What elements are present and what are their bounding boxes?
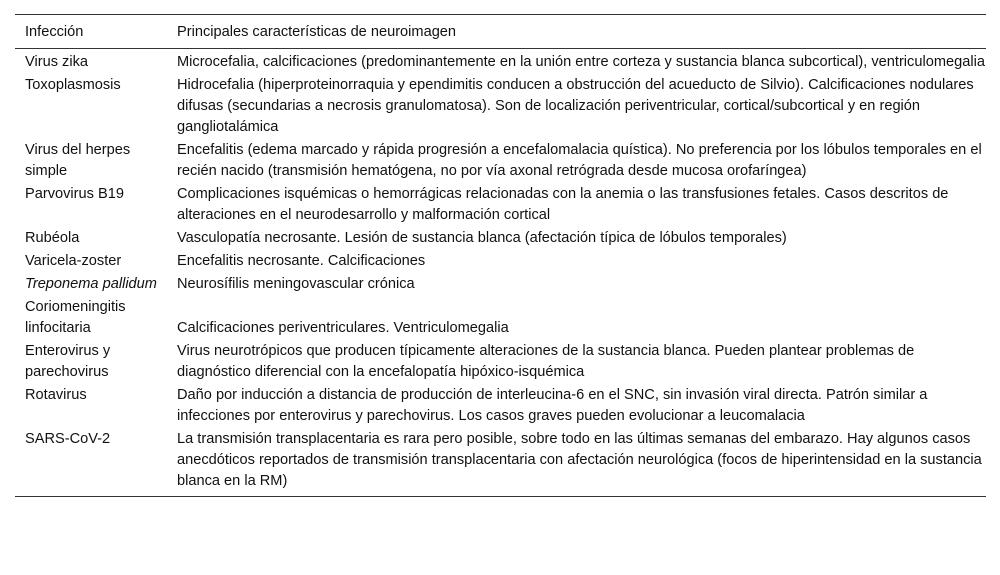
table-header <box>15 15 986 49</box>
neuroimaging-table <box>15 14 986 497</box>
features-cell: Microcefalia, calcificaciones (predominantemente en la unión entre corteza y sustancia blanca subcortical), ventriculomegalia <box>177 54 985 70</box>
header-features: Principales características de neuroimagen <box>177 24 457 40</box>
table-row <box>15 273 986 296</box>
features-cell: Virus neurotrópicos que producen típicamente alteraciones de la sustancia blanca. Pueden plantear problemas de diagnóstico diferencial con la encefalopatía hipóxico-isquémica <box>177 343 915 380</box>
features-cell: Encefalitis necrosante. Calcificaciones <box>177 253 426 269</box>
features-cell: La transmisión transplacentaria es rara pero posible, sobre todo en las últimas semanas del embarazo. Hay algunos casos anecdóticos reportados de transmisión transplacentaria con afectación neurológica (focos de hiperintensidad en la sustancia blanca en la RM) <box>177 431 982 489</box>
infection-cell: Enterovirus y parechovirus <box>25 343 111 380</box>
features-cell: Complicaciones isquémicas o hemorrágicas relacionadas con la anemia o las transfusiones fetales. Casos descritos de alteraciones en el neurodesarrollo y malformación cortical <box>177 186 949 223</box>
features-cell: Vasculopatía necrosante. Lesión de sustancia blanca (afectación típica de lóbulos temporales) <box>177 230 787 246</box>
table-row <box>15 428 986 497</box>
features-cell: Daño por inducción a distancia de producción de interleucina-6 en el SNC, sin invasión viral directa. Patrón similar a infecciones por enterovirus y parechovirus. Los casos graves pueden evolucionar a leucomalacia <box>177 387 928 424</box>
infection-cell: Parvovirus B19 <box>25 186 124 202</box>
infection-cell: Rubéola <box>25 230 80 246</box>
infection-cell: Coriomeningitis linfocitaria <box>25 299 126 336</box>
table-body <box>15 49 986 497</box>
table-row <box>15 183 986 227</box>
table-row <box>15 227 986 250</box>
features-cell: Calcificaciones periventriculares. Ventriculomegalia <box>177 320 509 336</box>
infection-cell: Toxoplasmosis <box>25 77 121 93</box>
infection-cell: Virus del herpes simple <box>25 142 131 179</box>
header-infection: Infección <box>25 24 84 40</box>
table-row <box>15 384 986 428</box>
table-row <box>15 250 986 273</box>
table-row <box>15 139 986 183</box>
features-cell: Hidrocefalia (hiperproteinorraquia y ependimitis conducen a obstrucción del acueducto de Silvio). Calcificaciones nodulares difusas (secundarias a necrosis granulomatosa). Son de localización periventricular, cortical/subcortical y en región gangliotalámica <box>177 77 974 135</box>
features-cell: Neurosífilis meningovascular crónica <box>177 276 415 292</box>
infection-cell: SARS-CoV-2 <box>25 431 111 447</box>
table-container <box>15 14 986 497</box>
infection-cell: Virus zika <box>25 54 88 70</box>
infection-cell: Rotavirus <box>25 387 87 403</box>
table-row <box>15 296 986 340</box>
table-row <box>15 340 986 384</box>
infection-cell: Treponema pallidum <box>25 276 157 292</box>
header-row <box>15 15 986 49</box>
infection-cell: Varicela-zoster <box>25 253 122 269</box>
table-row <box>15 74 986 139</box>
features-cell: Encefalitis (edema marcado y rápida progresión a encefalomalacia quística). No preferencia por los lóbulos temporales en el recién nacido (transmisión hematógena, no por vía axonal retrógrada desde mucosa orofaríngea) <box>177 142 982 179</box>
table-row <box>15 49 986 75</box>
